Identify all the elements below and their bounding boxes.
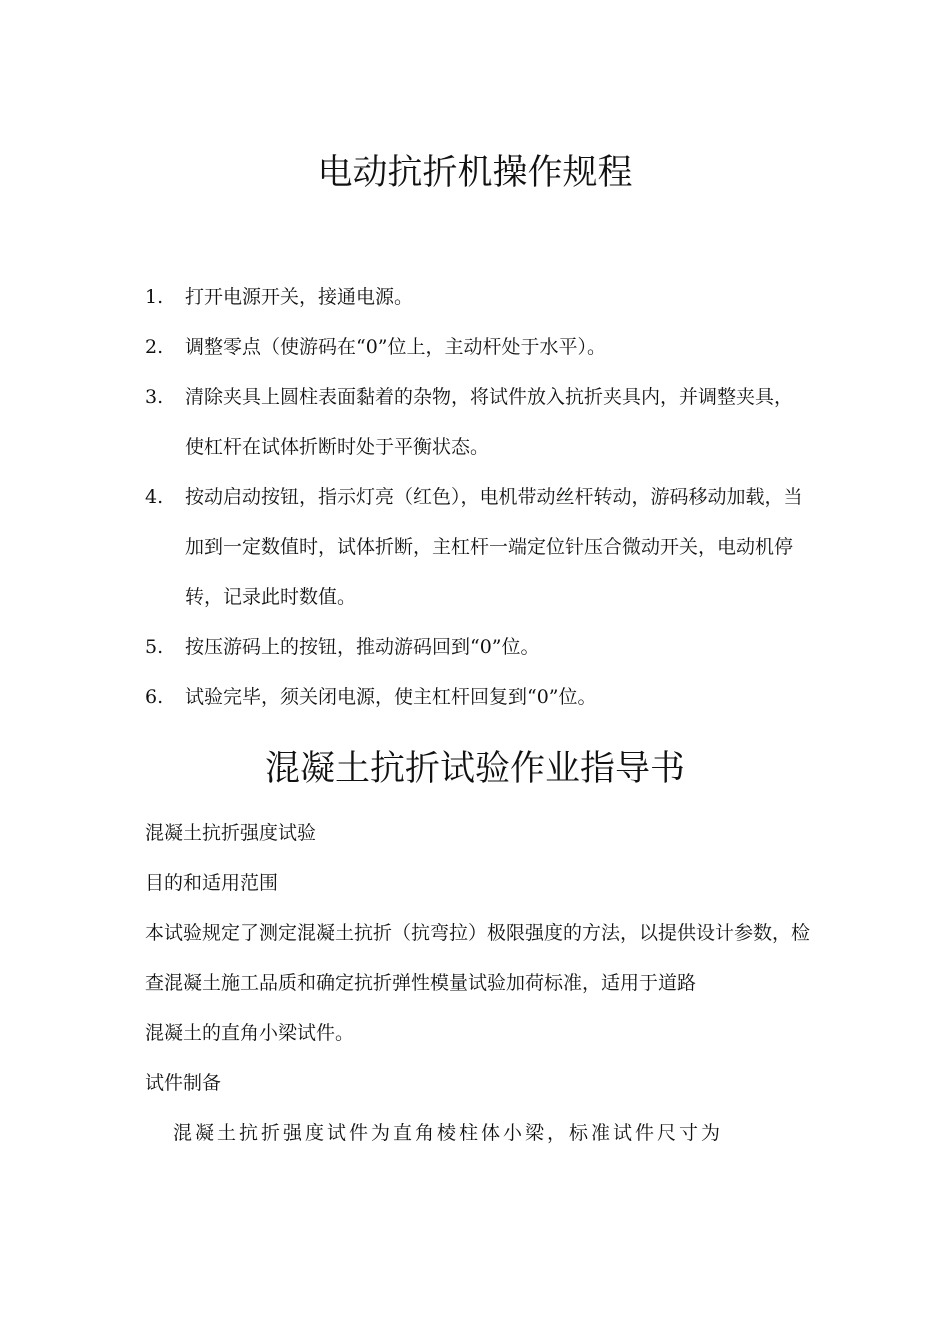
list-item [145,322,810,372]
step-text: 按压游码上的按钮，推动游码回到“0”位。 [185,636,540,658]
step-number: 2. [145,336,164,358]
list-item [145,272,810,322]
document-title-work-instruction: 混凝土抗折试验作业指导书 [264,749,685,789]
subsection-heading-specimen: 试件制备 [145,1072,222,1094]
section-heading: 混凝土抗折强度试验 [145,822,317,844]
step-number: 4. [145,486,164,508]
purpose-paragraph-continued: 混凝土的直角小梁试件。 [145,1022,355,1044]
step-number: 6. [145,686,164,708]
step-text: 按动启动按钮，指示灯亮（红色），电机带动丝杆转动，游码移动加载，当加到一定数值时，试体折断，主杠杆一端定位针压合微动开关，电动机停转，记录此时数值。 [185,486,803,608]
instruction-body [145,808,810,1158]
step-text: 试验完毕，须关闭电源，使主杠杆回复到“0”位。 [185,686,597,708]
procedure-steps-list [145,272,810,722]
step-number: 1. [145,286,164,308]
document-title-operation-procedure: 电动抗折机操作规程 [317,153,633,193]
step-text: 调整零点（使游码在“0”位上，主动杆处于水平）。 [185,336,607,358]
purpose-paragraph: 本试验规定了测定混凝土抗折（抗弯拉）极限强度的方法，以提供设计参数，检查混凝土施工品质和确定抗折弹性模量试验加荷标准，适用于道路 [145,922,811,994]
list-item [145,472,810,622]
subsection-heading-purpose: 目的和适用范围 [145,872,279,894]
specimen-paragraph: 混凝土抗折强度试件为直角棱柱体小梁，标准试件尺寸为 [173,1122,724,1144]
step-text: 打开电源开关，接通电源。 [185,286,414,308]
list-item [145,372,810,472]
step-number: 5. [145,636,164,658]
list-item [145,622,810,672]
step-number: 3. [145,386,164,408]
step-text: 清除夹具上圆柱表面黏着的杂物，将试件放入抗折夹具内，并调整夹具，使杠杆在试体折断时处于平衡状态。 [185,386,794,458]
list-item [145,672,810,722]
